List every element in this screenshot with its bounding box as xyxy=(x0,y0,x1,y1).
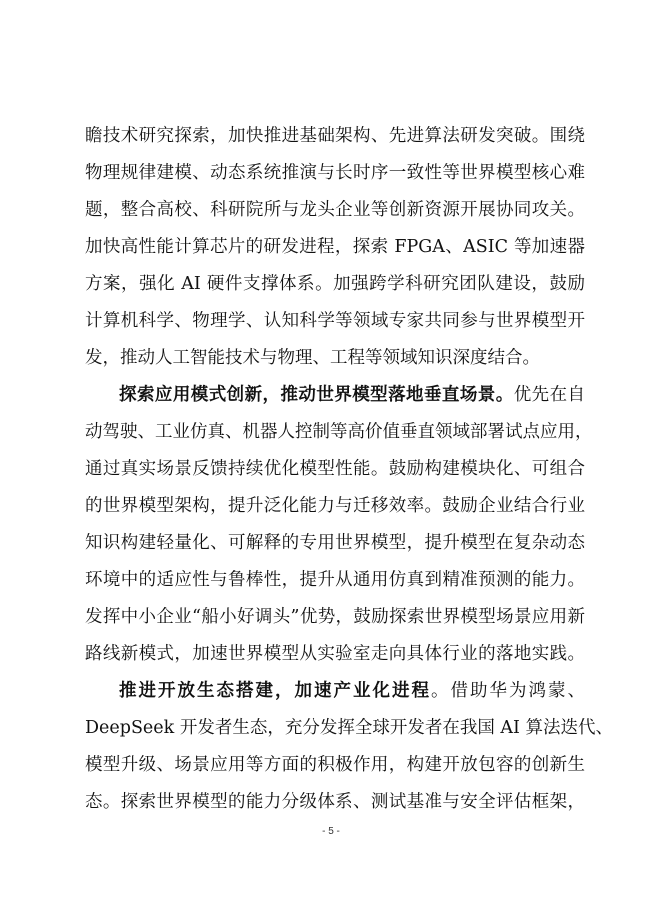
text-line: 模型升级、场景应用等方面的积极作用，构建开放包容的创新生 xyxy=(85,755,585,775)
text-line: 态。探索世界模型的能力分级体系、测试基准与安全评估框架， xyxy=(85,792,585,812)
text-line: 加快高性能计算芯片的研发进程，探索 FPGA、ASIC 等加速器 xyxy=(85,237,585,257)
text-line xyxy=(85,377,585,414)
text-line: 计算机科学、物理学、认知科学等领域专家共同参与世界模型开 xyxy=(85,311,585,331)
text-line: 通过真实场景反馈持续优化模型性能。鼓励构建模块化、可组合 xyxy=(85,459,585,479)
document-body xyxy=(85,118,613,821)
text-line: 环境中的适应性与鲁棒性，提升从通用仿真到精准预测的能力。 xyxy=(85,570,585,590)
paragraph-3 xyxy=(85,673,613,821)
text-line: 发挥中小企业“船小好调头”优势，鼓励探索世界模型场景应用新 xyxy=(85,607,585,627)
text-line: DeepSeek 开发者生态，充分发挥全球开发者在我国 AI 算法迭代、 xyxy=(85,718,613,738)
text-line: 发，推动人工智能技术与物理、工程等领域知识深度结合。 xyxy=(85,348,540,368)
paragraph-1 xyxy=(85,118,585,377)
text-line: 方案，强化 AI 硬件支撑体系。加强跨学科研究团队建设，鼓励 xyxy=(85,274,585,294)
paragraph-heading: 推进开放生态搭建，加速产业化进程 xyxy=(119,681,431,701)
text-line: 路线新模式，加速世界模型从实验室走向具体行业的落地实践。 xyxy=(85,644,585,664)
text-line: 题，整合高校、科研院所与龙头企业等创新资源开展协同攻关。 xyxy=(85,200,585,220)
text-line: 瞻技术研究探索，加快推进基础架构、先进算法研发突破。围绕 xyxy=(85,126,585,146)
text-line xyxy=(85,673,585,710)
text-line: 的世界模型架构，提升泛化能力与迁移效率。鼓励企业结合行业 xyxy=(85,496,585,516)
text-line: 动驾驶、工业仿真、机器人控制等高价值垂直领域部署试点应用， xyxy=(85,422,593,442)
page-number: - 5 - xyxy=(322,826,340,837)
paragraph-2 xyxy=(85,377,593,673)
text-line: 物理规律建模、动态系统推演与长时序一致性等世界模型核心难 xyxy=(85,163,585,183)
heading-line-rest: 优先在自 xyxy=(513,385,586,405)
paragraph-heading: 探索应用模式创新，推动世界模型落地垂直场景。 xyxy=(119,385,514,405)
text-line: 知识构建轻量化、可解释的专用世界模型，提升模型在复杂动态 xyxy=(85,533,585,553)
heading-line-rest: 。借助华为鸿蒙、 xyxy=(431,681,585,701)
